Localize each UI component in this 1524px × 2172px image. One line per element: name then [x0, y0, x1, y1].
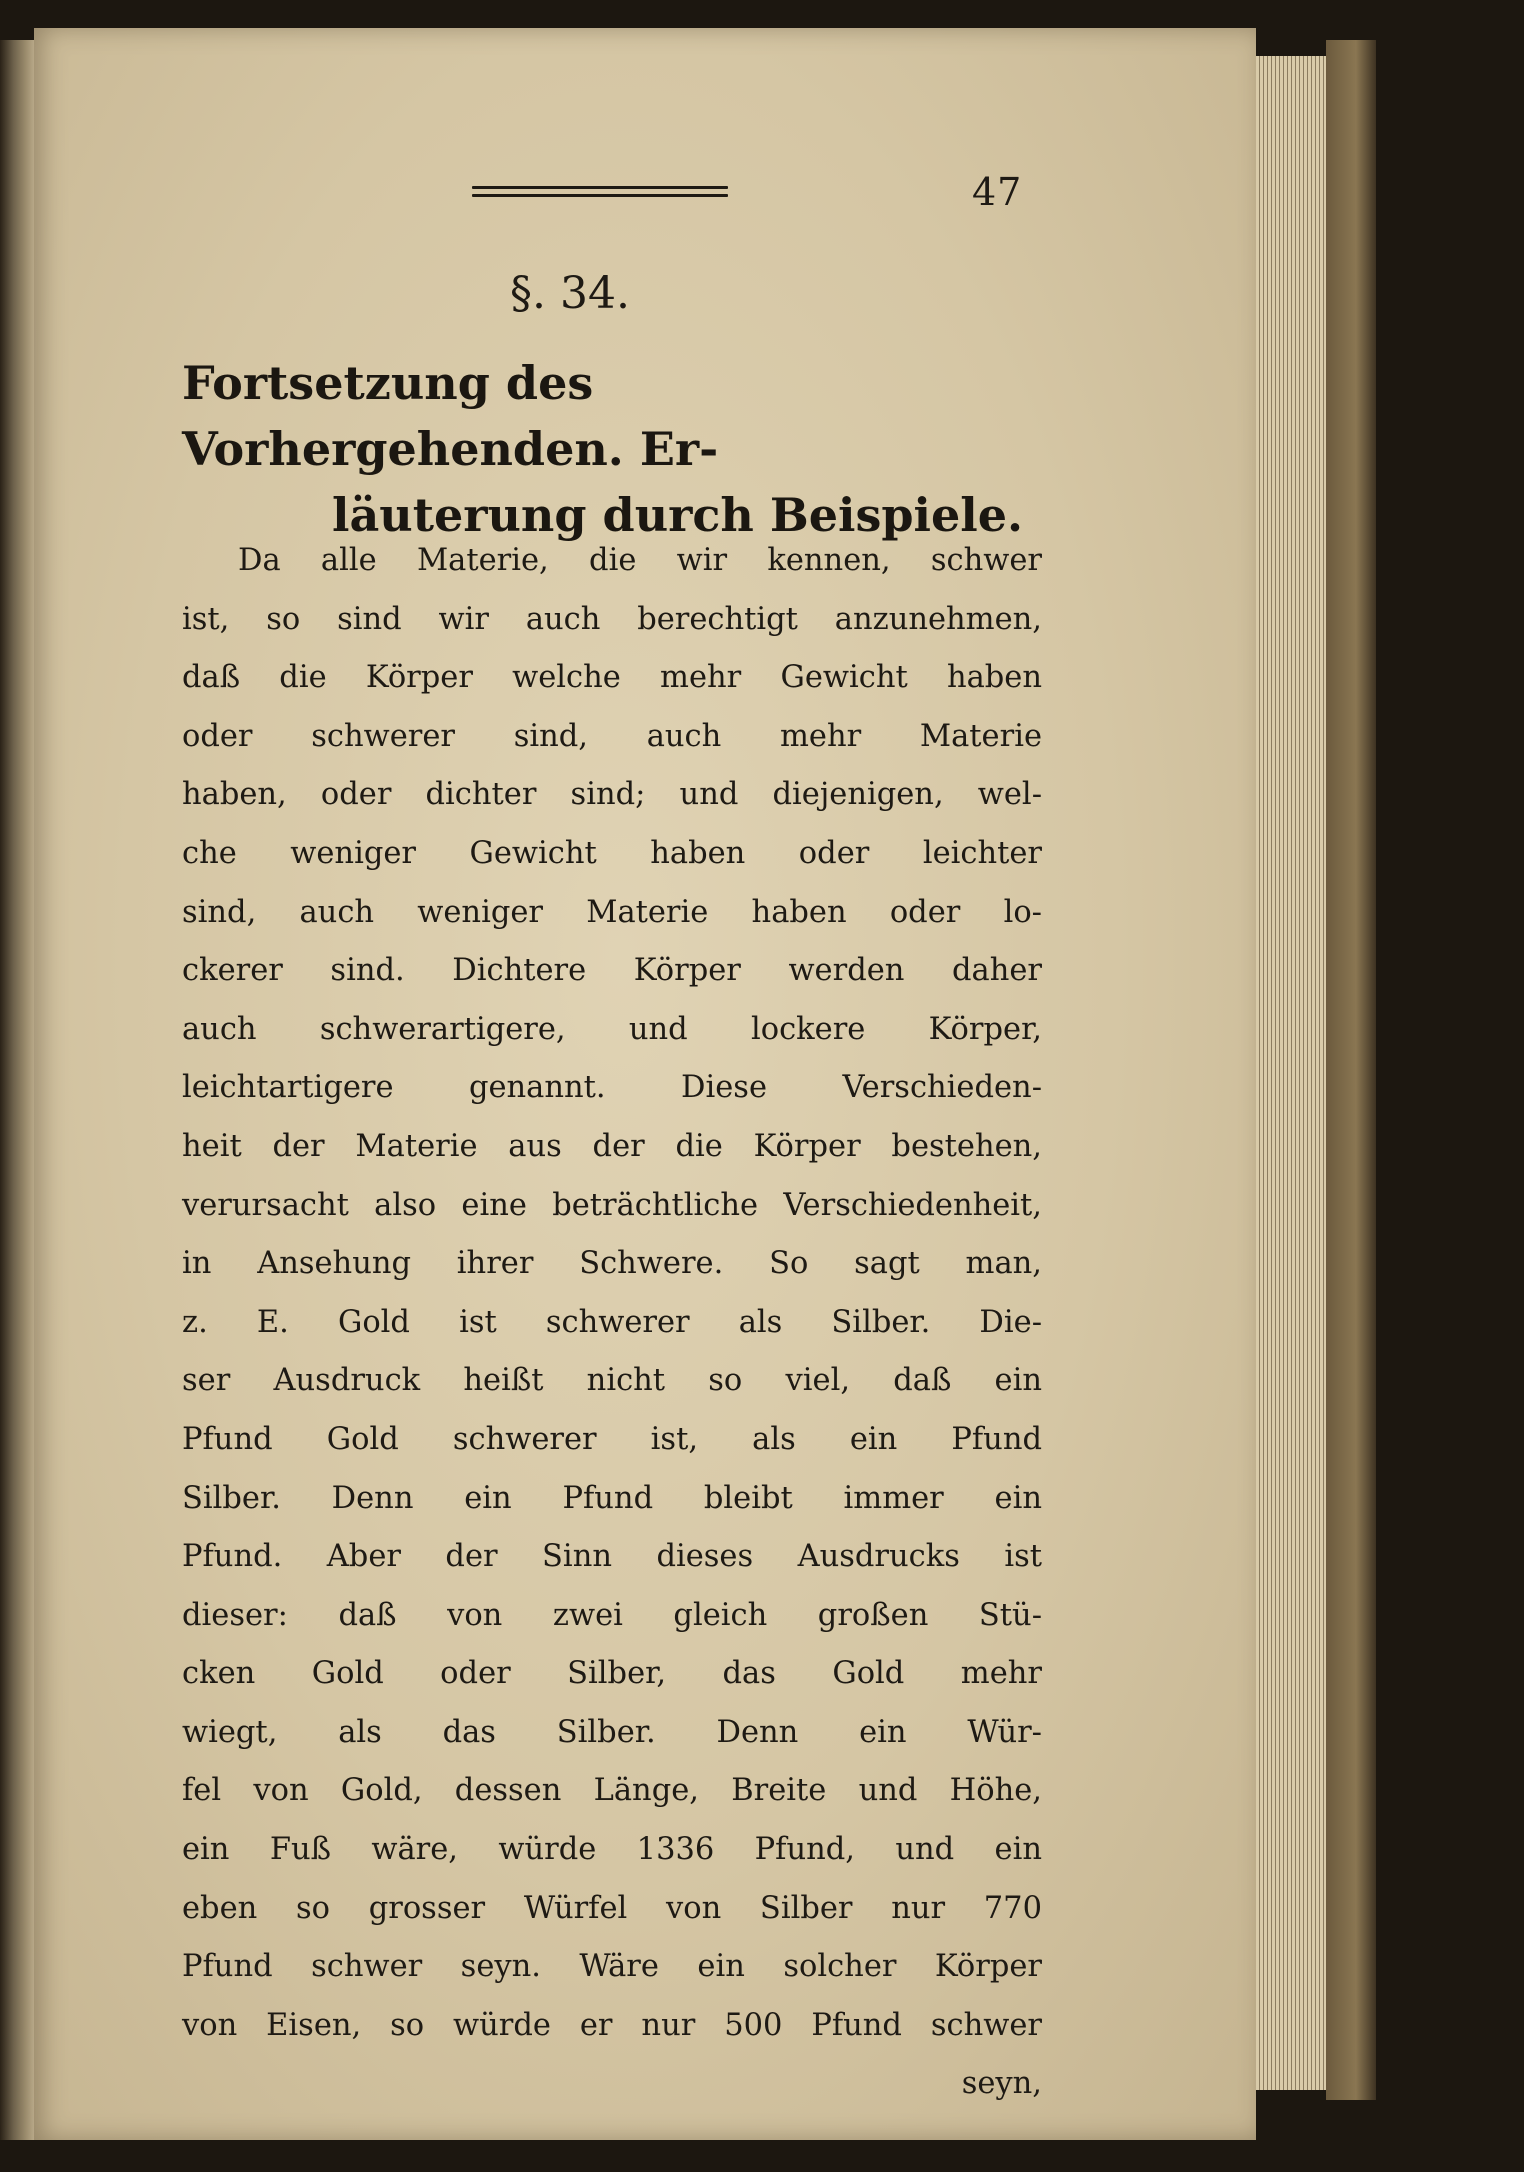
section-heading [182, 350, 1042, 548]
text-line: in Ansehung ihrer Schwere. So sagt man, [182, 1246, 1042, 1282]
page-stack-edge [1256, 56, 1329, 2090]
text-line: z. E. Gold ist schwerer als Silber. Die- [182, 1304, 1042, 1340]
text-line: che weniger Gewicht haben oder leichter [182, 835, 1042, 871]
text-line: fel von Gold, dessen Länge, Breite und Höhe, [182, 1773, 1042, 1809]
book-cover-edge [1326, 40, 1376, 2100]
body-text [182, 532, 1042, 2114]
text-line: Silber. Denn ein Pfund bleibt immer ein [182, 1480, 1042, 1516]
text-line: ein Fuß wäre, würde 1336 Pfund, und ein [182, 1832, 1042, 1868]
text-line: auch schwerartigere, und lockere Körper, [182, 1011, 1042, 1047]
text-line: daß die Körper welche mehr Gewicht haben [182, 660, 1042, 696]
text-line: ist, so sind wir auch berechtigt anzunehmen, [182, 601, 1042, 637]
text-line: eben so grosser Würfel von Silber nur 770 [182, 1890, 1042, 1926]
text-line: cken Gold oder Silber, das Gold mehr [182, 1656, 1042, 1692]
text-line: von Eisen, so würde er nur 500 Pfund schwer [182, 2007, 1042, 2043]
text-line: Pfund. Aber der Sinn dieses Ausdrucks ist [182, 1539, 1042, 1575]
text-line: sind, auch weniger Materie haben oder lo- [182, 894, 1042, 930]
text-line: haben, oder dichter sind; und diejenigen, wel- [182, 777, 1042, 813]
text-line: Pfund schwer seyn. Wäre ein solcher Körper [182, 1949, 1042, 1985]
page-number: 47 [972, 170, 1023, 214]
heading-line: Fortsetzung des Vorhergehenden. Er- [182, 356, 719, 476]
text-line: oder schwerer sind, auch mehr Materie [182, 718, 1042, 754]
text-line: wiegt, als das Silber. Denn ein Wür- [182, 1714, 1042, 1750]
left-page-edge [0, 40, 36, 2140]
text-line: heit der Materie aus der die Körper bestehen, [182, 1128, 1042, 1164]
text-line: Da alle Materie, die wir kennen, schwer [238, 543, 1042, 578]
text-line: verursacht also eine beträchtliche Verschiedenheit, [182, 1187, 1042, 1223]
text-line: dieser: daß von zwei gleich großen Stü- [182, 1597, 1042, 1633]
text-line: ser Ausdruck heißt nicht so viel, daß ein [182, 1363, 1042, 1399]
section-number: §. 34. [510, 268, 630, 319]
header-rule-line [472, 194, 728, 197]
text-line: leichtartigere genannt. Diese Verschieden- [182, 1070, 1042, 1106]
text-line: ckerer sind. Dichtere Körper werden daher [182, 953, 1042, 989]
text-line: Pfund Gold schwerer ist, als ein Pfund [182, 1421, 1042, 1457]
text-line: seyn, [961, 2066, 1042, 2102]
header-rule [472, 186, 728, 206]
heading-line: läuterung durch Beispiele. [332, 488, 1024, 542]
header-rule-line [472, 186, 728, 189]
